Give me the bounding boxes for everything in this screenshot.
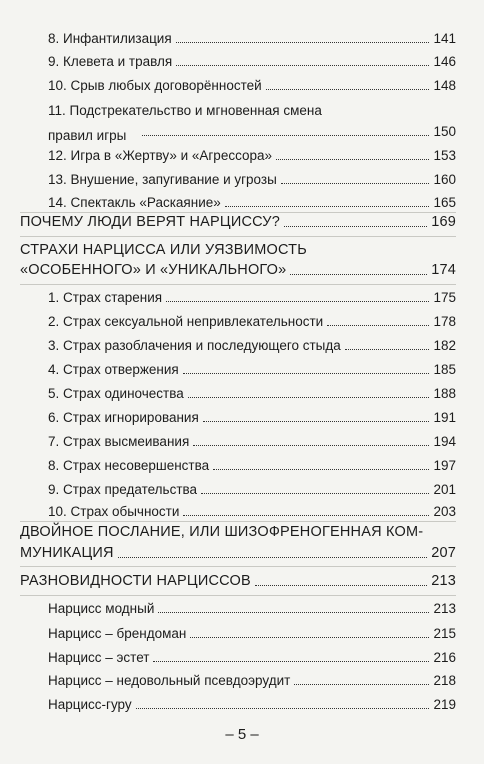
toc-entry <box>48 503 456 520</box>
toc-entry-title-line2: правил игры <box>48 128 127 143</box>
toc-entry <box>48 433 456 450</box>
toc-entry <box>48 457 456 474</box>
toc-entry <box>48 409 456 426</box>
page-number: – 5 – <box>225 726 259 743</box>
toc-entry-page: 188 <box>433 386 456 401</box>
toc-entry <box>48 337 456 354</box>
divider <box>20 236 456 237</box>
toc-entry <box>48 361 456 378</box>
toc-entry-title: 5. Страх одиночества <box>48 386 184 401</box>
toc-section-page: 169 <box>431 214 456 230</box>
toc-entry <box>48 53 456 70</box>
toc-entry-title: 9. Страх предательства <box>48 482 198 497</box>
toc-entry-page: 216 <box>433 650 456 665</box>
toc-entry <box>48 313 456 330</box>
toc-section <box>20 524 456 541</box>
toc-entry-page: 165 <box>433 195 456 210</box>
divider <box>20 284 456 285</box>
toc-entry-title: 13. Внушение, запугивание и угрозы <box>48 172 277 187</box>
toc-entry <box>48 600 456 617</box>
toc-section-title: РАЗНОВИДНОСТИ НАРЦИССОВ <box>20 573 251 589</box>
divider <box>20 566 456 567</box>
toc-entry-page: 182 <box>433 338 456 353</box>
toc-section-page: 207 <box>431 545 456 561</box>
toc-entry <box>48 625 456 642</box>
toc-entry-11-tail <box>138 123 456 140</box>
divider <box>20 212 456 213</box>
toc-entry-page: 150 <box>433 124 456 139</box>
toc-section <box>20 573 456 590</box>
toc-entry-title: Нарцисс модный <box>48 601 155 616</box>
toc-entry-page: 194 <box>433 434 456 449</box>
toc-entry-title: 6. Страх игнорирования <box>48 410 199 425</box>
toc-entry-title: 10. Страх обычности <box>48 504 180 519</box>
toc-entry-title: 9. Клевета и травля <box>48 54 173 69</box>
toc-entry-title: 1. Страх старения <box>48 290 163 305</box>
toc-entry-title: Нарцисс – недовольный псевдоэрудит <box>48 673 291 688</box>
toc-entry-title: 10. Срыв любых договорённостей <box>48 78 262 93</box>
toc-entry-title: 2. Страх сексуальной непривлекательности <box>48 314 324 329</box>
toc-section <box>20 242 456 259</box>
toc-entry <box>48 289 456 306</box>
toc-entry <box>48 385 456 402</box>
toc-entry-page: 178 <box>433 314 456 329</box>
toc-section-title-line1: ДВОЙНОЕ ПОСЛАНИЕ, ИЛИ ШИЗОФРЕНОГЕННАЯ КОМ- <box>20 524 424 540</box>
toc-section-page: 213 <box>431 573 456 589</box>
toc-entry-page: 215 <box>433 626 456 641</box>
toc-entry <box>48 147 456 164</box>
toc-entry <box>48 481 456 498</box>
toc-section-title-line1: СТРАХИ НАРЦИССА ИЛИ УЯЗВИМОСТЬ <box>20 242 307 258</box>
toc-entry-page: 191 <box>433 410 456 425</box>
toc-section <box>20 214 456 231</box>
toc-section-page: 174 <box>431 262 456 278</box>
toc-entry <box>48 696 456 713</box>
toc-entry-title: Нарцисс – брендоман <box>48 626 187 641</box>
toc-section-title: ПОЧЕМУ ЛЮДИ ВЕРЯТ НАРЦИССУ? <box>20 214 280 230</box>
toc-entry <box>48 649 456 666</box>
toc-section-title-line2: «ОСОБЕННОГО» И «УНИКАЛЬНОГО» <box>20 262 287 278</box>
toc-entry-page: 148 <box>433 78 456 93</box>
toc-section-title-line2: МУНИКАЦИЯ <box>20 545 114 561</box>
toc-entry <box>48 194 456 211</box>
toc-entry <box>48 30 456 47</box>
toc-entry-page: 160 <box>433 172 456 187</box>
toc-entry-page: 175 <box>433 290 456 305</box>
toc-entry-title: 3. Страх разоблачения и последующего стыда <box>48 338 341 353</box>
toc-entry-title-line1: 11. Подстрекательство и мгновенная смена <box>48 103 322 118</box>
toc-entry <box>48 77 456 94</box>
toc-entry <box>48 672 456 689</box>
toc-entry-page: 146 <box>433 54 456 69</box>
toc-section-line2 <box>20 262 456 279</box>
toc-entry-title: 7. Страх высмеивания <box>48 434 190 449</box>
toc-entry-title: 8. Инфантилизация <box>48 31 172 46</box>
toc-entry-title: Нарцисс-гуру <box>48 697 132 712</box>
divider <box>20 521 456 522</box>
toc-entry-page: 203 <box>433 504 456 519</box>
toc-entry-page: 153 <box>433 148 456 163</box>
toc-entry-title: 12. Игра в «Жертву» и «Агрессора» <box>48 148 273 163</box>
toc-entry-page: 197 <box>433 458 456 473</box>
toc-entry-page: 213 <box>433 601 456 616</box>
toc-entry-title: 14. Спектакль «Раскаяние» <box>48 195 221 210</box>
toc-entry-page: 219 <box>433 697 456 712</box>
toc-entry-title: 4. Страх отвержения <box>48 362 179 377</box>
toc-entry-page: 218 <box>433 673 456 688</box>
toc-entry <box>48 171 456 188</box>
toc-entry-title: Нарцисс – эстет <box>48 650 150 665</box>
toc-entry-title: 8. Страх несовершенства <box>48 458 210 473</box>
toc-entry-page: 185 <box>433 362 456 377</box>
toc-section-line2 <box>20 545 456 562</box>
divider <box>20 595 456 596</box>
toc-entry-page: 141 <box>433 31 456 46</box>
toc-entry-page: 201 <box>433 482 456 497</box>
